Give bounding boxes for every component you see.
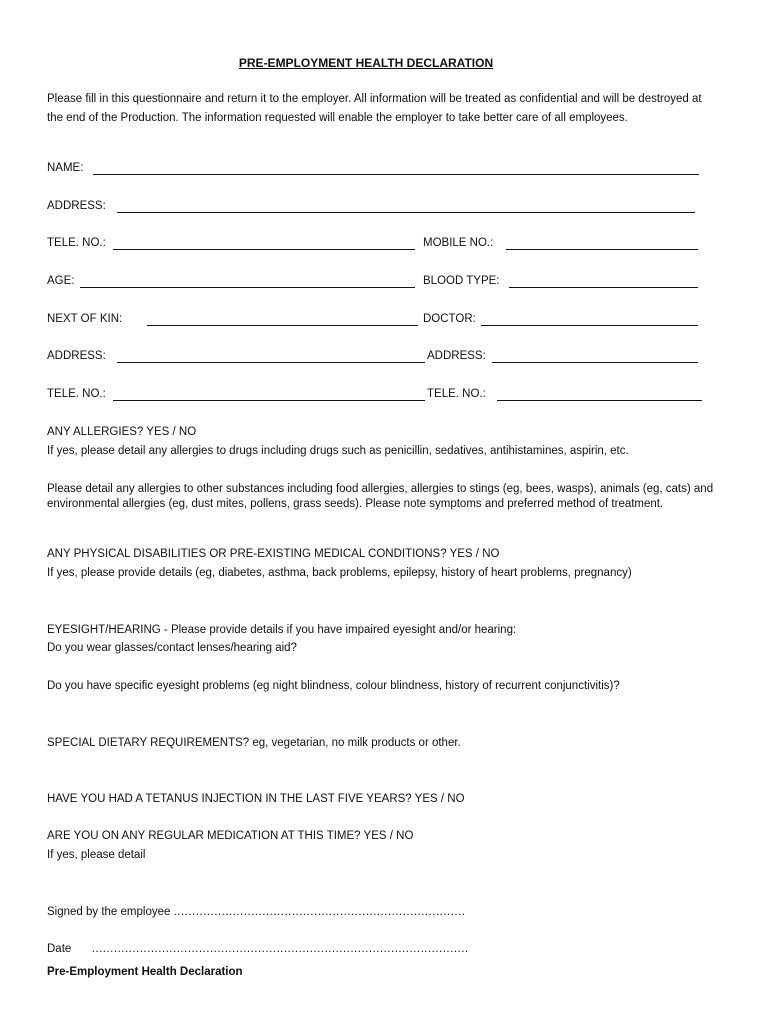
doctor-label: DOCTOR: (423, 313, 476, 325)
addresses-row (47, 350, 707, 364)
kin-address-label: ADDRESS: (47, 350, 106, 362)
name-row (47, 162, 707, 176)
allergies-other-text: Please detail any allergies to other substances including food allergies, allergies to stings (eg, bees, wasps), animals (eg, cats) and environmental allergies (eg, dust mites, pollens, grass seeds). Please note symptoms and preferred method of treatment. (47, 483, 714, 510)
medication-detail-text: If yes, please detail (47, 849, 146, 861)
tele-field[interactable] (113, 249, 415, 250)
contact-phones-row (47, 388, 707, 402)
doctor-tele-label: TELE. NO.: (427, 388, 486, 400)
doctor-address-field[interactable] (492, 362, 698, 363)
kin-tele-label: TELE. NO.: (47, 388, 106, 400)
age-label: AGE: (47, 275, 75, 287)
signed-label: Signed by the employee (47, 906, 171, 918)
blood-type-field[interactable] (509, 287, 698, 288)
doctor-address-label: ADDRESS: (427, 350, 486, 362)
medication-question: ARE YOU ON ANY REGULAR MEDICATION AT THIS TIME? YES / NO (47, 830, 414, 842)
signature-row (47, 906, 466, 918)
next-of-kin-field[interactable] (147, 325, 418, 326)
allergies-drugs-text: If yes, please detail any allergies to drugs including drugs such as penicillin, sedatives, antihistamines, aspirin, etc. (47, 445, 629, 457)
doctor-tele-field[interactable] (497, 400, 702, 401)
eyesight-problems-question: Do you have specific eyesight problems (eg night blindness, colour blindness, history of recurrent conjunctivitis)? (47, 680, 620, 692)
date-row (47, 943, 469, 955)
tele-label: TELE. NO.: (47, 237, 106, 249)
doctor-field[interactable] (481, 325, 698, 326)
name-label: NAME: (47, 162, 84, 174)
address-field[interactable] (117, 212, 695, 213)
address-row (47, 200, 707, 214)
kin-tele-field[interactable] (113, 400, 425, 401)
kin-address-field[interactable] (117, 362, 425, 363)
intro-paragraph: Please fill in this questionnaire and return it to the employer. All information will be treated as confidential and will be destroyed at the end of the Production. The information requested will enable the employer to take better care of all employees. (47, 93, 702, 124)
address-label: ADDRESS: (47, 200, 106, 212)
glasses-question: Do you wear glasses/contact lenses/hearing aid? (47, 642, 297, 654)
eyesight-question: EYESIGHT/HEARING - Please provide details if you have impaired eyesight and/or hearing: (47, 624, 517, 636)
tetanus-question: HAVE YOU HAD A TETANUS INJECTION IN THE LAST FIVE YEARS? YES / NO (47, 793, 465, 805)
footer-title: Pre-Employment Health Declaration (47, 966, 243, 978)
mobile-field[interactable] (506, 249, 698, 250)
next-of-kin-label: NEXT OF KIN: (47, 313, 123, 325)
phone-row (47, 237, 707, 251)
name-field[interactable] (93, 174, 699, 175)
blood-type-label: BLOOD TYPE: (423, 275, 500, 287)
age-row (47, 275, 707, 289)
date-field[interactable]: ...................................................................................................... (91, 943, 469, 955)
form-title: PRE-EMPLOYMENT HEALTH DECLARATION (238, 56, 494, 70)
disabilities-question: ANY PHYSICAL DISABILITIES OR PRE-EXISTING MEDICAL CONDITIONS? YES / NO (47, 548, 500, 560)
age-field[interactable] (80, 287, 415, 288)
mobile-label: MOBILE NO.: (423, 237, 494, 249)
dietary-question: SPECIAL DIETARY REQUIREMENTS? eg, vegetarian, no milk products or other. (47, 737, 461, 749)
signature-field[interactable]: ............................................................................... (173, 906, 466, 918)
allergies-question: ANY ALLERGIES? YES / NO (47, 426, 197, 438)
disabilities-detail-text: If yes, please provide details (eg, diabetes, asthma, back problems, epilepsy, history of heart problems, pregnancy) (47, 567, 632, 579)
kin-row (47, 313, 707, 327)
date-label: Date (47, 943, 72, 955)
